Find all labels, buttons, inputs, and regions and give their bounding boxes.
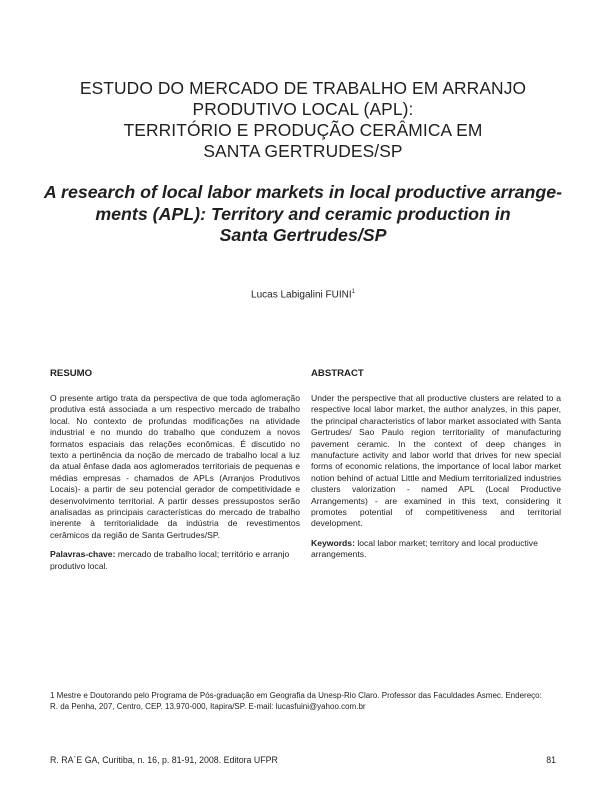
footnote-line: R. da Penha, 207, Centro, CEP. 13.970-000, Itapira/SP. E-mail: lucasfuini@yahoo.com.br (50, 702, 366, 711)
author-line (0, 285, 606, 302)
abstract-keywords-text: local labor market; territory and local productive arrangements. (311, 537, 538, 560)
resumo-heading: RESUMO (50, 368, 93, 379)
page-number: 81 (546, 755, 556, 765)
journal-citation: R. RA´E GA, Curitiba, n. 16, p. 81-91, 2008. Editora UFPR (50, 755, 278, 765)
title-line: TERRITÓRIO E PRODUÇÃO CERÂMICA EM (123, 120, 483, 140)
abstract-keywords (311, 538, 561, 561)
resumo-keywords (50, 549, 300, 572)
abstract-body: Under the perspective that all productive clusters are related to a respective local labor market, the author analyzes, in this paper, the principal characteristics of labor market associated with Santa Gertrudes/ Sao Paulo region territoriality of manufacturing pavement ceramic. In the context of deep changes in manufacture activity and labor world that drives for new special forms of economic relations, the importance of local labor market notion behind of actual Little and Medium territorialized industries clusters valorization - named APL (Local Productive Arrangements) - are examined in this text, considering it promotes potential of competitiveness and territorial development. (311, 393, 561, 529)
resumo-keywords-text: mercado de trabalho local; território e arranjo produtivo local. (50, 549, 290, 571)
footnote-line: 1 Mestre e Doutorando pelo Programa de Pós-graduação em Geografia da Unesp-Rio Claro. Professor das Faculdades Asmec. Endereço: (50, 691, 542, 700)
subtitle-line: A research of local labor markets in local productive arrange- (43, 182, 563, 202)
author-footnote (50, 690, 560, 712)
abstract-heading: ABSTRACT (311, 368, 364, 379)
abstract-keywords-label: Keywords: (311, 537, 355, 548)
title-line: PRODUTIVO LOCAL (APL): (192, 99, 414, 119)
paper-title (40, 78, 566, 162)
subtitle-line: Santa Gertrudes/SP (219, 225, 387, 245)
abstract-section (311, 368, 561, 561)
english-title (30, 182, 576, 247)
subtitle-line: ments (APL): Territory and ceramic production in (95, 203, 511, 224)
resumo-section (50, 368, 300, 572)
resumo-body: O presente artigo trata da perspectiva de que toda aglomeração produtiva está associada a um respectivo mercado de trabalho local. No contexto de profundas modificações na atividade industrial e no mundo do trabalho que conduzem a novos formatos espaciais das relações econômicas. É discutido no texto a pertinência da noção de mercado de trabalho local a luz da atual ênfase dada aos aglomerados territoriais de pequenas e médias empresas - chamados de APLs (Arranjos Produtivos Locais)- a partir de seu potencial gerador de competitividade e desenvolvimento territorial. A partir desses pressupostos serão analisadas as principais características do mercado de trabalho inerente à territorialidade da indústria de revestimentos cerâmicos da região de Santa Gertrudes/SP. (50, 393, 300, 540)
title-line: SANTA GERTRUDES/SP (203, 141, 403, 161)
title-line: ESTUDO DO MERCADO DE TRABALHO EM ARRANJO (79, 78, 527, 98)
resumo-keywords-label: Palavras-chave: (50, 549, 116, 560)
author-footnote-ref: 1 (351, 289, 355, 295)
author-name: Lucas Labigalini FUINI (251, 289, 352, 301)
